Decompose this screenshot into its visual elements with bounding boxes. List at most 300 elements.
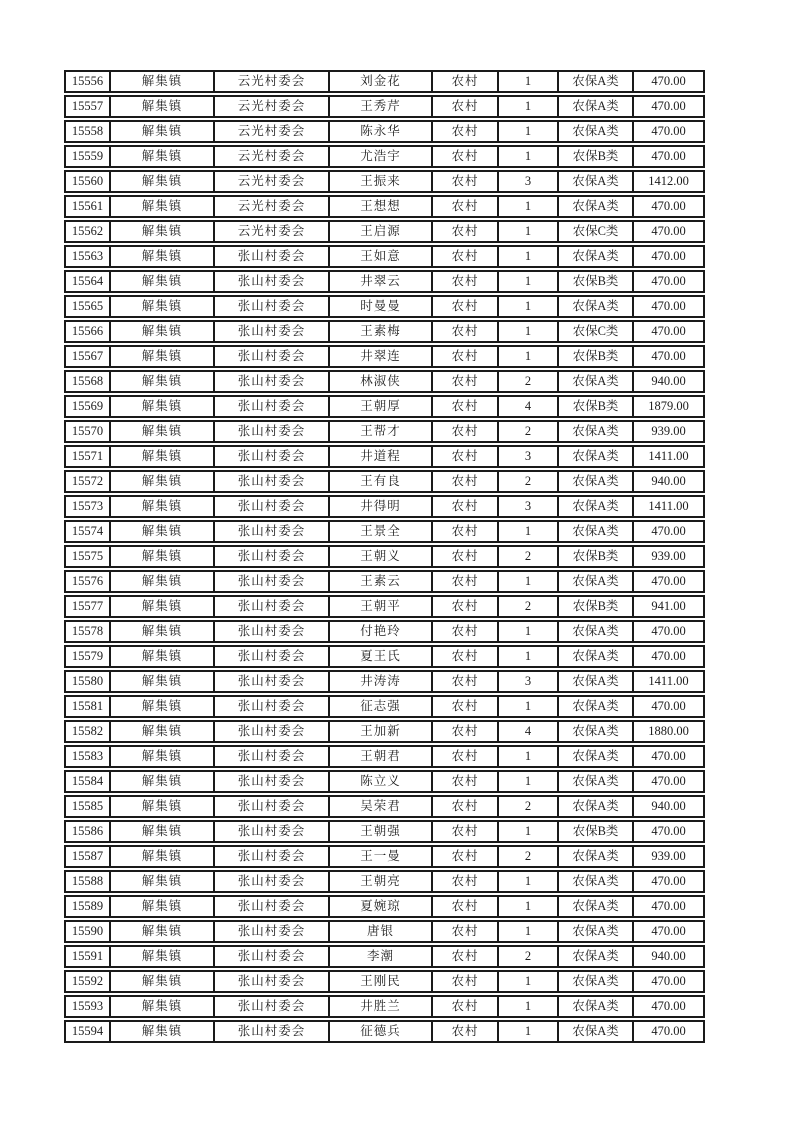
cell-town: 解集镇 [111,372,215,391]
cell-village-committee: 张山村委会 [215,572,330,591]
cell-residence-type: 农村 [433,1022,499,1041]
cell-town: 解集镇 [111,822,215,841]
cell-residence-type: 农村 [433,472,499,491]
cell-village-committee: 张山村委会 [215,547,330,566]
cell-amount: 470.00 [651,924,686,938]
cell-residence-type: 农村 [433,447,499,466]
table-row [64,445,705,468]
cell-person-count: 2 [499,947,559,966]
cell-insurance-category: 农保A类 [559,722,634,741]
table-row [64,495,705,518]
cell-person-count: 1 [499,297,559,316]
cell-town: 解集镇 [111,772,215,791]
cell-person-name: 王启源 [330,222,433,241]
cell-town: 解集镇 [111,147,215,166]
cell-person-name: 王朝亮 [330,872,433,891]
cell-amount: 470.00 [651,224,686,238]
table-row [64,195,705,218]
table-row [64,95,705,118]
cell-amount: 470.00 [651,199,686,213]
cell-amount: 470.00 [651,574,686,588]
cell-record-id: 15585 [66,797,111,816]
cell-person-count: 1 [499,972,559,991]
cell-insurance-category: 农保A类 [559,197,634,216]
cell-town: 解集镇 [111,72,215,91]
cell-person-name: 王想想 [330,197,433,216]
cell-record-id: 15587 [66,847,111,866]
cell-village-committee: 张山村委会 [215,672,330,691]
cell-person-count: 1 [499,147,559,166]
cell-residence-type: 农村 [433,372,499,391]
cell-person-count: 1 [499,622,559,641]
cell-town: 解集镇 [111,547,215,566]
cell-residence-type: 农村 [433,497,499,516]
cell-record-id: 15578 [66,622,111,641]
cell-residence-type: 农村 [433,622,499,641]
cell-person-name: 尤浩宇 [330,147,433,166]
cell-town: 解集镇 [111,722,215,741]
table-row [64,745,705,768]
cell-amount: 470.00 [651,299,686,313]
cell-record-id: 15572 [66,472,111,491]
cell-amount: 1411.00 [648,499,689,513]
cell-person-name: 唐银 [330,922,433,941]
cell-town: 解集镇 [111,422,215,441]
cell-record-id: 15569 [66,397,111,416]
cell-record-id: 15582 [66,722,111,741]
table-row [64,345,705,368]
cell-record-id: 15579 [66,647,111,666]
cell-town: 解集镇 [111,872,215,891]
cell-amount: 1412.00 [648,174,689,188]
cell-village-committee: 张山村委会 [215,997,330,1016]
cell-person-count: 1 [499,697,559,716]
cell-residence-type: 农村 [433,347,499,366]
table-row [64,245,705,268]
cell-person-count: 1 [499,322,559,341]
cell-person-name: 夏王氏 [330,647,433,666]
cell-person-name: 王朝强 [330,822,433,841]
table-row [64,770,705,793]
cell-insurance-category: 农保A类 [559,72,634,91]
cell-town: 解集镇 [111,172,215,191]
cell-amount: 470.00 [651,899,686,913]
table-row [64,670,705,693]
cell-residence-type: 农村 [433,572,499,591]
table-row [64,145,705,168]
cell-record-id: 15570 [66,422,111,441]
cell-town: 解集镇 [111,797,215,816]
cell-amount: 940.00 [651,374,686,388]
cell-insurance-category: 农保A类 [559,497,634,516]
table-row [64,695,705,718]
cell-village-committee: 张山村委会 [215,797,330,816]
cell-town: 解集镇 [111,647,215,666]
cell-town: 解集镇 [111,947,215,966]
cell-person-name: 王帮才 [330,422,433,441]
cell-residence-type: 农村 [433,297,499,316]
cell-residence-type: 农村 [433,872,499,891]
cell-person-count: 1 [499,747,559,766]
cell-record-id: 15575 [66,547,111,566]
cell-person-count: 1 [499,997,559,1016]
cell-record-id: 15562 [66,222,111,241]
cell-village-committee: 张山村委会 [215,297,330,316]
cell-insurance-category: 农保A类 [559,947,634,966]
cell-village-committee: 云光村委会 [215,197,330,216]
cell-record-id: 15591 [66,947,111,966]
table-row [64,320,705,343]
cell-person-name: 王振来 [330,172,433,191]
cell-town: 解集镇 [111,747,215,766]
cell-person-count: 2 [499,422,559,441]
cell-record-id: 15566 [66,322,111,341]
cell-insurance-category: 农保A类 [559,697,634,716]
cell-insurance-category: 农保A类 [559,247,634,266]
cell-person-name: 王加新 [330,722,433,741]
cell-town: 解集镇 [111,672,215,691]
pension-payment-table [64,70,705,1045]
cell-town: 解集镇 [111,497,215,516]
cell-residence-type: 农村 [433,597,499,616]
cell-residence-type: 农村 [433,997,499,1016]
cell-record-id: 15577 [66,597,111,616]
cell-record-id: 15565 [66,297,111,316]
cell-insurance-category: 农保B类 [559,597,634,616]
cell-town: 解集镇 [111,597,215,616]
cell-record-id: 15574 [66,522,111,541]
cell-person-count: 2 [499,797,559,816]
cell-insurance-category: 农保C类 [559,322,634,341]
cell-residence-type: 农村 [433,922,499,941]
cell-village-committee: 张山村委会 [215,247,330,266]
cell-record-id: 15594 [66,1022,111,1041]
cell-person-count: 3 [499,447,559,466]
cell-amount: 939.00 [651,849,686,863]
cell-person-count: 1 [499,922,559,941]
cell-person-count: 3 [499,672,559,691]
cell-village-committee: 张山村委会 [215,472,330,491]
cell-person-count: 2 [499,597,559,616]
cell-residence-type: 农村 [433,547,499,566]
cell-record-id: 15589 [66,897,111,916]
cell-record-id: 15567 [66,347,111,366]
cell-village-committee: 张山村委会 [215,422,330,441]
table-row [64,520,705,543]
cell-village-committee: 云光村委会 [215,72,330,91]
cell-person-count: 1 [499,97,559,116]
cell-amount: 470.00 [651,74,686,88]
cell-insurance-category: 农保A类 [559,422,634,441]
cell-village-committee: 张山村委会 [215,322,330,341]
cell-insurance-category: 农保B类 [559,822,634,841]
cell-person-name: 时曼曼 [330,297,433,316]
cell-amount: 470.00 [651,824,686,838]
cell-person-count: 4 [499,722,559,741]
cell-residence-type: 农村 [433,797,499,816]
cell-amount: 470.00 [651,874,686,888]
cell-village-committee: 张山村委会 [215,747,330,766]
table-row [64,595,705,618]
cell-record-id: 15580 [66,672,111,691]
cell-insurance-category: 农保A类 [559,972,634,991]
table-row [64,720,705,743]
cell-person-name: 王景全 [330,522,433,541]
cell-town: 解集镇 [111,447,215,466]
cell-insurance-category: 农保A类 [559,872,634,891]
cell-residence-type: 农村 [433,172,499,191]
table-row [64,220,705,243]
cell-amount: 470.00 [651,124,686,138]
cell-person-count: 1 [499,247,559,266]
cell-insurance-category: 农保A类 [559,572,634,591]
cell-insurance-category: 农保A类 [559,297,634,316]
table-row [64,870,705,893]
cell-town: 解集镇 [111,697,215,716]
cell-amount: 470.00 [651,324,686,338]
cell-village-committee: 张山村委会 [215,522,330,541]
cell-person-name: 刘金花 [330,72,433,91]
table-row [64,270,705,293]
cell-town: 解集镇 [111,247,215,266]
cell-town: 解集镇 [111,847,215,866]
cell-amount: 470.00 [651,1024,686,1038]
cell-village-committee: 张山村委会 [215,822,330,841]
cell-amount: 470.00 [651,974,686,988]
cell-record-id: 15568 [66,372,111,391]
cell-person-name: 井翠连 [330,347,433,366]
cell-person-name: 井涛涛 [330,672,433,691]
cell-insurance-category: 农保C类 [559,222,634,241]
cell-village-committee: 张山村委会 [215,697,330,716]
cell-village-committee: 云光村委会 [215,222,330,241]
cell-village-committee: 张山村委会 [215,597,330,616]
cell-person-name: 王秀芹 [330,97,433,116]
cell-person-count: 2 [499,372,559,391]
table-row [64,420,705,443]
cell-residence-type: 农村 [433,72,499,91]
cell-residence-type: 农村 [433,822,499,841]
table-row [64,945,705,968]
cell-person-name: 王有良 [330,472,433,491]
cell-insurance-category: 农保A类 [559,97,634,116]
cell-person-name: 王朝义 [330,547,433,566]
cell-record-id: 15592 [66,972,111,991]
cell-amount: 470.00 [651,99,686,113]
cell-village-committee: 张山村委会 [215,847,330,866]
cell-amount: 940.00 [651,474,686,488]
cell-village-committee: 云光村委会 [215,147,330,166]
cell-amount: 470.00 [651,249,686,263]
cell-person-name: 王朝君 [330,747,433,766]
table-row [64,170,705,193]
cell-person-name: 夏婉琼 [330,897,433,916]
cell-person-count: 1 [499,197,559,216]
cell-amount: 470.00 [651,699,686,713]
cell-person-name: 征志强 [330,697,433,716]
cell-village-committee: 张山村委会 [215,497,330,516]
cell-town: 解集镇 [111,622,215,641]
cell-residence-type: 农村 [433,272,499,291]
cell-insurance-category: 农保A类 [559,1022,634,1041]
cell-record-id: 15563 [66,247,111,266]
cell-village-committee: 云光村委会 [215,172,330,191]
cell-village-committee: 张山村委会 [215,347,330,366]
table-row [64,295,705,318]
cell-amount: 470.00 [651,149,686,163]
cell-village-committee: 张山村委会 [215,272,330,291]
cell-insurance-category: 农保A类 [559,172,634,191]
cell-village-committee: 张山村委会 [215,972,330,991]
cell-record-id: 15583 [66,747,111,766]
cell-town: 解集镇 [111,122,215,141]
cell-town: 解集镇 [111,222,215,241]
cell-amount: 470.00 [651,349,686,363]
cell-record-id: 15576 [66,572,111,591]
cell-record-id: 15593 [66,997,111,1016]
table-row [64,1020,705,1043]
cell-person-count: 1 [499,522,559,541]
cell-village-committee: 云光村委会 [215,122,330,141]
cell-amount: 470.00 [651,524,686,538]
cell-residence-type: 农村 [433,322,499,341]
cell-amount: 470.00 [651,624,686,638]
cell-town: 解集镇 [111,997,215,1016]
cell-amount: 1879.00 [648,399,689,413]
cell-record-id: 15556 [66,72,111,91]
table-row [64,845,705,868]
cell-person-name: 井得明 [330,497,433,516]
cell-town: 解集镇 [111,347,215,366]
cell-insurance-category: 农保A类 [559,672,634,691]
cell-person-name: 王刚民 [330,972,433,991]
cell-person-name: 井翠云 [330,272,433,291]
cell-person-count: 3 [499,172,559,191]
cell-amount: 470.00 [651,999,686,1013]
cell-person-count: 1 [499,72,559,91]
cell-village-committee: 张山村委会 [215,872,330,891]
cell-person-name: 井道程 [330,447,433,466]
cell-residence-type: 农村 [433,897,499,916]
cell-person-name: 付艳玲 [330,622,433,641]
cell-insurance-category: 农保A类 [559,522,634,541]
cell-residence-type: 农村 [433,247,499,266]
cell-insurance-category: 农保A类 [559,472,634,491]
cell-village-committee: 张山村委会 [215,722,330,741]
cell-residence-type: 农村 [433,397,499,416]
cell-residence-type: 农村 [433,522,499,541]
cell-town: 解集镇 [111,397,215,416]
cell-insurance-category: 农保A类 [559,997,634,1016]
cell-person-name: 王朝平 [330,597,433,616]
cell-insurance-category: 农保B类 [559,547,634,566]
cell-person-count: 1 [499,647,559,666]
cell-residence-type: 农村 [433,747,499,766]
cell-record-id: 15571 [66,447,111,466]
cell-person-count: 2 [499,547,559,566]
cell-record-id: 15558 [66,122,111,141]
cell-person-name: 陈永华 [330,122,433,141]
cell-person-count: 4 [499,397,559,416]
table-row [64,920,705,943]
cell-person-count: 1 [499,572,559,591]
cell-person-name: 陈立义 [330,772,433,791]
cell-insurance-category: 农保A类 [559,772,634,791]
cell-person-count: 1 [499,122,559,141]
table-row [64,570,705,593]
cell-person-count: 1 [499,897,559,916]
table-row [64,645,705,668]
table-row [64,470,705,493]
cell-residence-type: 农村 [433,422,499,441]
cell-person-count: 2 [499,472,559,491]
cell-town: 解集镇 [111,272,215,291]
cell-town: 解集镇 [111,97,215,116]
table-row [64,370,705,393]
cell-insurance-category: 农保A类 [559,897,634,916]
table-row [64,995,705,1018]
cell-record-id: 15560 [66,172,111,191]
cell-record-id: 15581 [66,697,111,716]
table-row [64,120,705,143]
cell-residence-type: 农村 [433,947,499,966]
cell-residence-type: 农村 [433,722,499,741]
cell-person-count: 1 [499,272,559,291]
cell-residence-type: 农村 [433,222,499,241]
cell-insurance-category: 农保A类 [559,647,634,666]
cell-town: 解集镇 [111,322,215,341]
cell-village-committee: 张山村委会 [215,372,330,391]
cell-person-count: 3 [499,497,559,516]
cell-town: 解集镇 [111,297,215,316]
cell-town: 解集镇 [111,922,215,941]
cell-residence-type: 农村 [433,122,499,141]
cell-insurance-category: 农保A类 [559,747,634,766]
table-row [64,970,705,993]
cell-insurance-category: 农保A类 [559,922,634,941]
cell-village-committee: 张山村委会 [215,922,330,941]
cell-person-count: 1 [499,872,559,891]
cell-amount: 470.00 [651,749,686,763]
cell-record-id: 15564 [66,272,111,291]
cell-residence-type: 农村 [433,97,499,116]
cell-town: 解集镇 [111,572,215,591]
cell-town: 解集镇 [111,972,215,991]
cell-village-committee: 张山村委会 [215,947,330,966]
cell-residence-type: 农村 [433,647,499,666]
cell-amount: 1411.00 [648,449,689,463]
table-row [64,895,705,918]
cell-person-count: 1 [499,1022,559,1041]
cell-village-committee: 张山村委会 [215,647,330,666]
cell-town: 解集镇 [111,472,215,491]
cell-amount: 940.00 [651,949,686,963]
cell-person-name: 吴荣君 [330,797,433,816]
cell-amount: 470.00 [651,649,686,663]
cell-person-name: 林淑侠 [330,372,433,391]
cell-amount: 939.00 [651,424,686,438]
cell-person-count: 1 [499,347,559,366]
cell-insurance-category: 农保B类 [559,347,634,366]
cell-village-committee: 张山村委会 [215,772,330,791]
cell-insurance-category: 农保A类 [559,372,634,391]
cell-person-name: 征德兵 [330,1022,433,1041]
cell-village-committee: 张山村委会 [215,622,330,641]
cell-record-id: 15559 [66,147,111,166]
cell-insurance-category: 农保A类 [559,847,634,866]
table-row [64,620,705,643]
cell-village-committee: 张山村委会 [215,397,330,416]
